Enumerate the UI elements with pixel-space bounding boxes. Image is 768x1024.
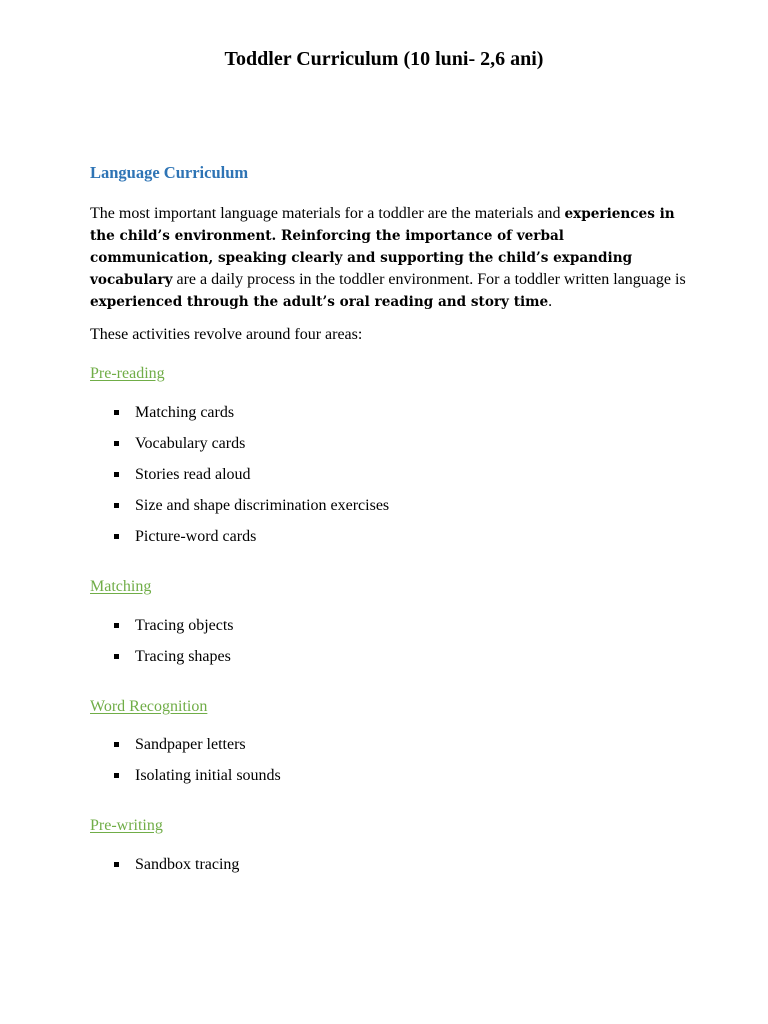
list-item-label: Tracing objects	[135, 617, 234, 634]
intro-text-2-bold: experiences in the child’s environment. Reinforcing the importance of verbal communication, speaking clearly and supporting the child’s expanding vocabulary	[90, 206, 675, 288]
list-item	[112, 527, 389, 558]
area-heading-matching: Matching	[90, 578, 152, 595]
square-bullet-icon	[114, 472, 119, 477]
list-item-label: Isolating initial sounds	[135, 767, 281, 784]
square-bullet-icon	[114, 441, 119, 446]
square-bullet-icon	[114, 654, 119, 659]
area-heading-pre-reading: Pre-reading	[90, 365, 165, 382]
list-item	[112, 465, 389, 496]
lead-sentence: These activities revolve around four areas:	[90, 326, 363, 343]
square-bullet-icon	[114, 742, 119, 747]
square-bullet-icon	[114, 773, 119, 778]
area-heading-pre-writing: Pre-writing	[90, 817, 163, 834]
intro-paragraph	[90, 203, 690, 313]
area-list-word-recognition	[112, 735, 281, 797]
list-item	[112, 855, 239, 886]
list-item	[112, 403, 389, 434]
square-bullet-icon	[114, 410, 119, 415]
square-bullet-icon	[114, 534, 119, 539]
list-item-label: Sandpaper letters	[135, 736, 246, 753]
list-item-label: Size and shape discrimination exercises	[135, 497, 390, 514]
list-item-label: Vocabulary cards	[135, 435, 246, 452]
list-item-label: Sandbox tracing	[135, 856, 240, 873]
section-heading-language-curriculum: Language Curriculum	[90, 163, 249, 182]
list-item	[112, 434, 389, 465]
document-title: Toddler Curriculum (10 luni- 2,6 ani)	[224, 48, 544, 70]
area-heading-word-recognition: Word Recognition	[90, 698, 208, 715]
square-bullet-icon	[114, 862, 119, 867]
area-list-pre-writing	[112, 855, 239, 886]
list-item	[112, 735, 281, 766]
area-list-pre-reading	[112, 403, 389, 558]
intro-text-4-bold: experienced through the adult’s oral reading and story time	[90, 294, 549, 310]
area-list-matching	[112, 616, 234, 678]
square-bullet-icon	[114, 623, 119, 628]
list-item	[112, 647, 234, 678]
list-item-label: Matching cards	[135, 404, 235, 421]
list-item	[112, 616, 234, 647]
square-bullet-icon	[114, 503, 119, 508]
list-item-label: Picture-word cards	[135, 528, 257, 545]
list-item	[112, 766, 281, 797]
list-item	[112, 496, 389, 527]
list-item-label: Stories read aloud	[135, 466, 251, 483]
intro-text-3: are a daily process in the toddler environment. For a toddler written language is	[172, 271, 686, 288]
list-item-label: Tracing shapes	[135, 648, 231, 665]
intro-text-5: .	[548, 293, 553, 310]
intro-text-1: The most important language materials for a toddler are the materials and	[90, 205, 565, 222]
